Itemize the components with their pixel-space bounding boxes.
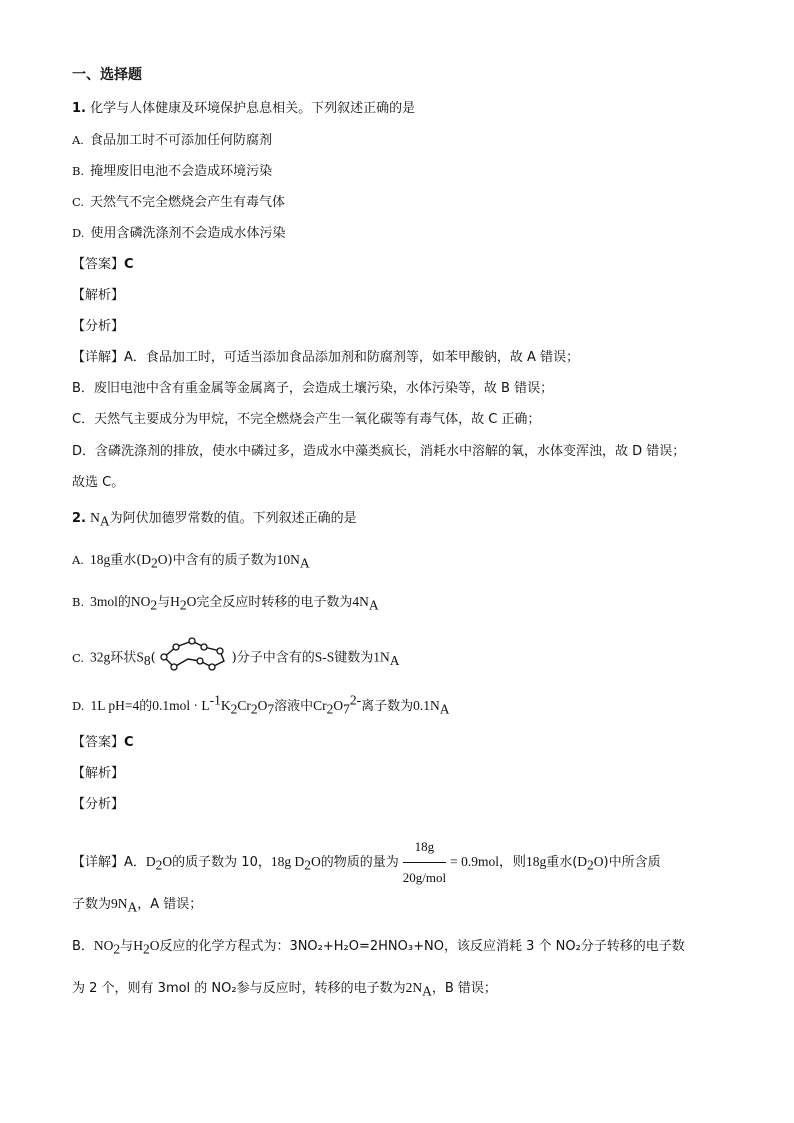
detail-text: 重水(	[546, 855, 578, 870]
answer-value: C	[124, 257, 134, 272]
section-title: 一、选择题	[72, 67, 142, 83]
opt-text: D	[141, 552, 152, 567]
opt-text: 离子数为	[361, 699, 414, 714]
opt-text: 1N	[373, 649, 390, 665]
q2-option-c	[72, 645, 400, 671]
detail-text: D	[145, 854, 156, 869]
opt-sub: 8	[143, 653, 151, 669]
opt-text: (	[150, 650, 156, 666]
q1-detail-line-4: D．含磷洗涤剂的排放，使水中磷过多，造成水中藻类疯长，消耗水中溶解的氧，水体变浑浊，故 D 错误；	[72, 444, 686, 459]
opt-sub: A	[368, 597, 379, 613]
opt-text: 的	[139, 699, 153, 714]
detail-sub: A	[127, 899, 138, 915]
opt-sub: 2	[250, 701, 258, 717]
detail-text: O	[593, 854, 604, 869]
detail-text: O	[162, 854, 173, 869]
s8-atom	[209, 664, 215, 670]
detail-text: 的物质的量为	[320, 855, 399, 870]
q1-detail-line-2: B．废旧电池中含有重金属等金属离子，会造成土壤污染，水体污染等，故 B 错误；	[72, 381, 554, 396]
opt-text: 32g	[90, 649, 111, 665]
detail-text: 子数为	[72, 897, 112, 912]
s8-ring-bonds	[164, 641, 224, 667]
opt-text: 的	[117, 595, 131, 610]
opt-sub: 2	[179, 597, 187, 613]
detail-text: H	[133, 938, 143, 953]
opt-text: O	[333, 698, 344, 713]
detail-sub: 2	[587, 857, 594, 873]
opt-text: 环状	[110, 650, 137, 666]
q1-fenxi-tag: 【分析】	[72, 319, 125, 334]
opt-text: 溶液中	[274, 699, 314, 714]
detail-text: O	[310, 854, 321, 869]
option-label: C.	[72, 650, 85, 665]
detail-text: 18g	[525, 854, 547, 869]
opt-text: 重水(	[110, 553, 142, 568]
option-label: A.	[72, 133, 84, 147]
q1-analysis-tag: 【解析】	[72, 288, 125, 303]
detail-sub: 2	[142, 941, 150, 957]
opt-text: 18g	[89, 552, 111, 567]
detail-tag: 【详解】	[72, 350, 125, 365]
opt-sub: 2	[150, 597, 158, 613]
opt-text: )分子中含有的	[231, 650, 315, 666]
fraction-numerator: 18g	[403, 834, 446, 863]
opt-sub: 2	[326, 701, 334, 717]
q2-option-d	[72, 692, 450, 717]
q1-option-c	[72, 193, 285, 212]
s8-atom	[201, 644, 207, 650]
fraction-denominator: 20g/mol	[402, 870, 447, 885]
detail-text: A．	[124, 855, 146, 870]
answer-tag: 【答案】	[72, 735, 125, 750]
q2-option-b	[72, 593, 379, 612]
opt-text: K	[220, 698, 231, 713]
option-label: B.	[72, 164, 85, 178]
answer-tag: 【答案】	[72, 257, 125, 272]
q2-option-a	[72, 551, 310, 570]
q2-detail-a	[72, 834, 661, 891]
q2-analysis-tag: 【解析】	[72, 766, 125, 781]
opt-sub: 7	[267, 701, 275, 717]
q1-detail-line-1	[72, 349, 579, 367]
q1-option-d	[72, 224, 285, 243]
detail-text: 2N	[405, 980, 423, 995]
option-text: 掩埋废旧电池不会造成环境污染	[90, 164, 273, 179]
detail-text: A．食品加工时，可适当添加食品添加剂和防腐剂等，如苯甲酸钠，故 A 错误；	[124, 350, 580, 365]
s8-ring-structure-icon	[158, 637, 230, 671]
opt-text: 0.1N	[413, 698, 440, 713]
q2-answer	[72, 734, 134, 752]
opt-sub: A	[439, 701, 450, 717]
detail-text: ，A 错误；	[137, 897, 203, 912]
option-label: C.	[72, 195, 85, 209]
opt-text: 10N	[276, 552, 300, 567]
opt-sup: 2-	[349, 692, 362, 708]
math-symbol: N	[90, 510, 100, 525]
q1-detail-line-3: C．天然气主要成分为甲烷，不完全燃烧会产生一氧化碳等有毒气体，故 C 正确；	[72, 412, 541, 427]
detail-text: D	[577, 854, 588, 869]
option-label: A.	[72, 553, 84, 567]
q1-stem	[72, 100, 415, 118]
q2-stem	[72, 509, 357, 528]
detail-sub: 2	[155, 857, 163, 873]
detail-text: )中所含质	[603, 855, 661, 870]
q1-option-b	[72, 162, 272, 181]
opt-text: O	[186, 594, 197, 609]
opt-text: NO	[130, 594, 151, 609]
opt-sub: A	[389, 653, 400, 669]
q2-detail-b-cont	[72, 979, 497, 998]
opt-sup: -1	[209, 692, 221, 708]
detail-text: 反应的化学方程式为：3NO₂+H₂O=2HNO₃+NO，该反应消耗 3 个 NO₂分子转移的电子数	[159, 939, 685, 954]
q2-stem-text: 为阿伏加德罗常数的值。下列叙述正确的是	[109, 511, 357, 526]
detail-text: ，B 错误；	[431, 981, 497, 996]
q2-detail-b	[72, 937, 685, 956]
opt-text: )中含有的质子数为	[167, 553, 277, 568]
detail-text: NO	[93, 938, 114, 953]
mass-fraction	[403, 834, 446, 891]
detail-sub: 2	[113, 941, 121, 957]
opt-sub: 2	[230, 701, 238, 717]
option-label: B.	[72, 595, 85, 609]
opt-text: S-S	[314, 649, 335, 665]
option-text: 天然气不完全燃烧会产生有毒气体	[90, 195, 286, 210]
q2-detail-a-cont	[72, 895, 202, 914]
opt-sub: 7	[343, 701, 350, 717]
q2-fenxi-tag: 【分析】	[72, 797, 125, 812]
option-text: 使用含磷洗涤剂不会造成水体污染	[90, 226, 286, 241]
opt-text: 4N	[352, 594, 369, 609]
option-label: D.	[72, 226, 85, 240]
opt-text: H	[170, 594, 180, 609]
detail-text: O	[149, 938, 160, 953]
q1-stem-text: 化学与人体健康及环境保护息息相关。下列叙述正确的是	[90, 101, 416, 116]
q1-option-a	[72, 131, 272, 150]
q1-detail-line-5: 故选 C。	[72, 475, 125, 490]
detail-text: 的质子数为 10，	[172, 855, 271, 870]
detail-text: B．	[72, 939, 94, 954]
s8-atom	[171, 664, 177, 670]
s8-atom	[197, 658, 203, 664]
detail-text: 为 2 个，则有 3mol 的 NO₂参与反应时，转移的电子数为	[72, 981, 406, 996]
s8-atom	[189, 638, 195, 644]
opt-text: 键数为	[334, 650, 374, 666]
opt-text: Cr	[313, 698, 327, 713]
detail-text: 18g D	[270, 854, 305, 869]
opt-text: O	[257, 698, 268, 713]
opt-text: S	[136, 649, 144, 665]
opt-text: 0.1mol · L	[152, 698, 210, 713]
opt-sub: 2	[151, 555, 158, 571]
s8-atom	[173, 644, 179, 650]
opt-text: O	[157, 552, 168, 567]
q1-answer	[72, 256, 134, 274]
q1-number: 1.	[72, 101, 86, 116]
detail-text: = 0.9mol，则	[450, 854, 526, 869]
detail-tag: 【详解】	[72, 855, 125, 870]
s8-atom	[161, 654, 167, 660]
opt-sub: A	[299, 555, 310, 571]
detail-text: 与	[120, 939, 134, 954]
option-text: 食品加工时不可添加任何防腐剂	[89, 133, 272, 148]
detail-text: 9N	[111, 896, 128, 911]
q2-number: 2.	[72, 511, 86, 526]
math-sub: A	[99, 513, 110, 529]
detail-sub: 2	[304, 857, 311, 873]
opt-text: 与	[157, 595, 171, 610]
opt-text: 完全反应时转移的电子数为	[196, 595, 353, 610]
option-label: D.	[72, 699, 85, 713]
opt-text: 1L pH=4	[90, 698, 140, 713]
opt-text: Cr	[237, 698, 251, 713]
answer-value: C	[124, 735, 134, 750]
opt-text: 3mol	[90, 594, 118, 609]
s8-atom	[217, 648, 223, 654]
detail-sub: A	[422, 983, 432, 999]
